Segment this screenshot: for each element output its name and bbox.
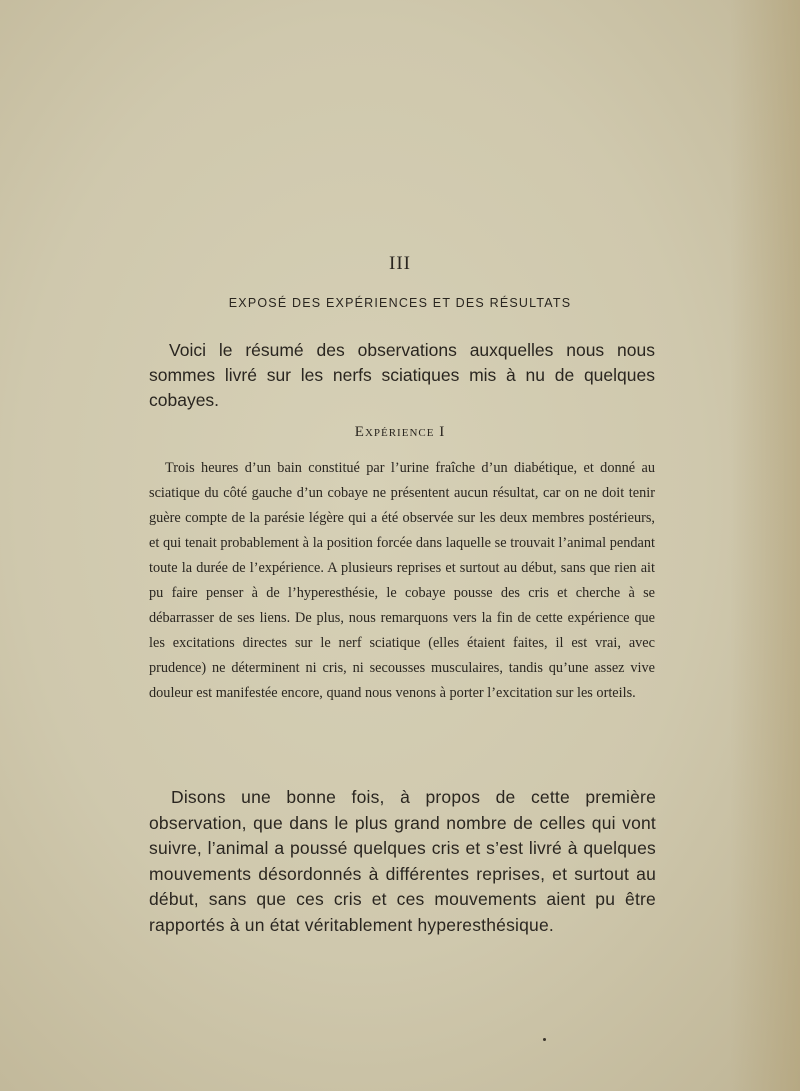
intro-paragraph: Voici le résumé des observations auxquelles nous nous sommes livré sur les nerfs sciatiques mis à nu de quelques cobayes.: [149, 340, 655, 410]
section-number: III: [389, 253, 411, 274]
experience-body: Trois heures d’un bain constitué par l’urine fraîche d’un diabétique, et donné au sciatique du côté gauche d’un cobaye ne présentent aucun résultat, car on ne doit tenir guère compte de la parésie légère qui a été observée sur les deux membres postérieurs, et qui tenait probablement à la position forcée dans laquelle se trouvait l’animal pendant toute la durée de l’expérience. A plusieurs reprises et surtout au début, sans que rien ait pu faire penser à de l’hyperesthésie, le cobaye pousse des cris et cherche à se débarrasser de ses liens. De plus, nous remarquons vers la fin de cette expérience que les excitations directes sur le nerf sciatique (elles étaient faites, il est vrai, avec prudence) ne déterminent ni cris, ni secousses musculaires, tandis qu’une assez vive douleur est manifestée encore, quand nous venons à porter l’excitation sur les orteils.: [149, 460, 655, 701]
ink-speck: [543, 1038, 546, 1041]
experience-heading: Expérience I: [354, 424, 446, 440]
section-title: EXPOSÉ DES EXPÉRIENCES ET DES RÉSULTATS: [228, 296, 572, 310]
closing-paragraph: Disons une bonne fois, à propos de cette première observation, que dans le plus grand nombre de celles qui vont suivre, l’animal a poussé quelques cris et s’est livré à quelques mouvements désordonnés à différentes reprises, et surtout au début, sans que ces cris et ces mouvements aient pu être rapportés à un état véritablement hyperesthésique.: [149, 787, 656, 935]
